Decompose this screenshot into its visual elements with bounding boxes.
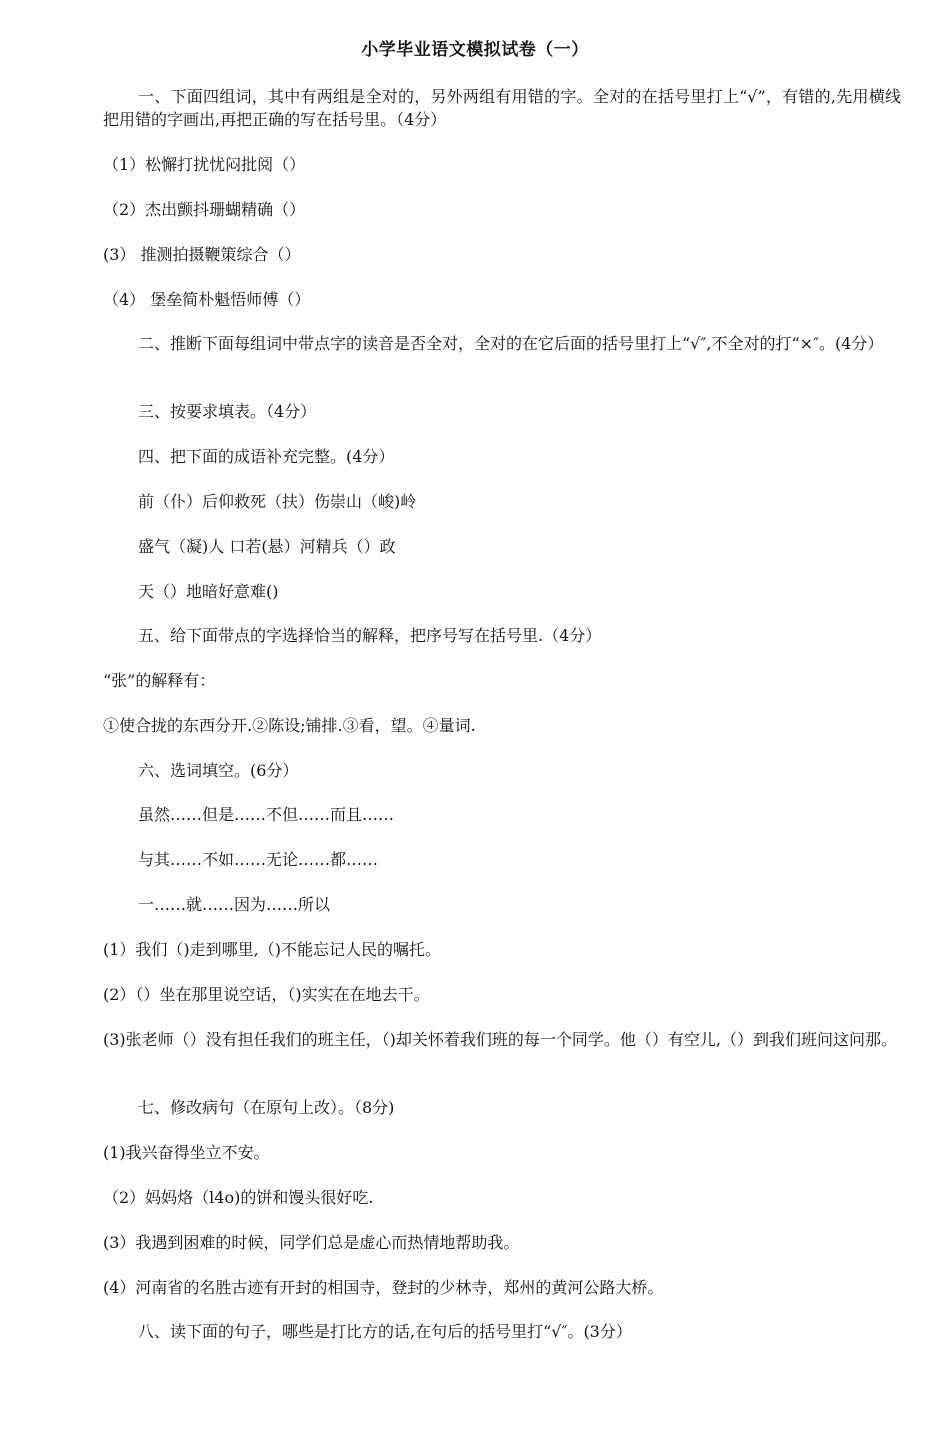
word-choice-1: 虽然……但是……不但……而且…… bbox=[138, 805, 395, 824]
q1-item-4: （4） 堡垒简朴魁悟师傅（） bbox=[103, 290, 311, 309]
q7-item-3: (3）我遇到困难的时候，同学们总是虚心而热情地帮助我。 bbox=[103, 1233, 520, 1252]
q7-item-1: (1)我兴奋得坐立不安。 bbox=[103, 1143, 270, 1162]
q6-item-1: (1）我们（)走到哪里,（)不能忘记人民的嘱托。 bbox=[103, 940, 441, 959]
question-6-heading: 六、选词填空。(6分） bbox=[138, 761, 299, 780]
zhang-definitions-label: “张”的解释有： bbox=[103, 671, 216, 690]
question-7-heading: 七、修改病句（在原句上改）。（8分) bbox=[138, 1098, 395, 1117]
q1-item-3: (3） 推测拍摄鞭策综合（） bbox=[103, 245, 301, 264]
q7-item-2: （2）妈妈烙（l4o)的饼和馒头很好吃. bbox=[103, 1188, 374, 1207]
word-choice-2: 与其……不如……无论……都…… bbox=[138, 850, 379, 869]
q7-item-4: (4）河南省的名胜古迹有开封的相国寺，登封的少林寺，郑州的黄河公路大桥。 bbox=[103, 1278, 664, 1297]
idiom-line-2: 盛气（凝)人 口若(悬）河精兵（）政 bbox=[138, 537, 396, 556]
question-1-instructions: 一、下面四组词，其中有两组是全对的，另外两组有用错的字。全对的在括号里打上“√”，有错的,先用横线把用错的字画出,再把正确的写在括号里。（4分） bbox=[103, 87, 901, 129]
word-choice-3: 一……就……因为……所以 bbox=[138, 895, 331, 914]
question-3-heading: 三、按要求填表。（4分） bbox=[138, 402, 317, 421]
exam-title: 小学毕业语文模拟试卷（一） bbox=[361, 40, 589, 60]
question-5-heading: 五、给下面带点的字选择恰当的解释，把序号写在括号里.（4分） bbox=[138, 626, 602, 645]
idiom-line-3: 天（）地暗好意难() bbox=[138, 582, 279, 601]
q1-item-2: （2）杰出颤抖珊蝴精确（） bbox=[103, 200, 306, 219]
question-4-heading: 四、把下面的成语补充完整。(4分） bbox=[138, 447, 395, 466]
idiom-line-1: 前（仆）后仰救死（扶）伤崇山（峻)岭 bbox=[138, 492, 417, 511]
zhang-definitions: ①使合拢的东西分开.②陈设;铺排.③看，望。④量词. bbox=[103, 716, 476, 735]
q1-item-1: （1）松懈打扰忧闷批阅（） bbox=[103, 155, 306, 174]
q6-item-3: (3)张老师（）没有担任我们的班主任，（)却关怀着我们班的每一个同学。他（）有空儿,（）到我们班问这问那。 bbox=[103, 1030, 897, 1049]
q6-item-2: (2）（）坐在那里说空话，（)实实在在地去干。 bbox=[103, 985, 430, 1004]
question-2-instructions: 二、推断下面每组词中带点字的读音是否全对，全对的在它后面的括号里打上“√″,不全对的打“×″。(4分） bbox=[138, 334, 884, 353]
question-8-heading: 八、读下面的句子，哪些是打比方的话,在句后的括号里打“√″。(3分） bbox=[138, 1322, 632, 1341]
